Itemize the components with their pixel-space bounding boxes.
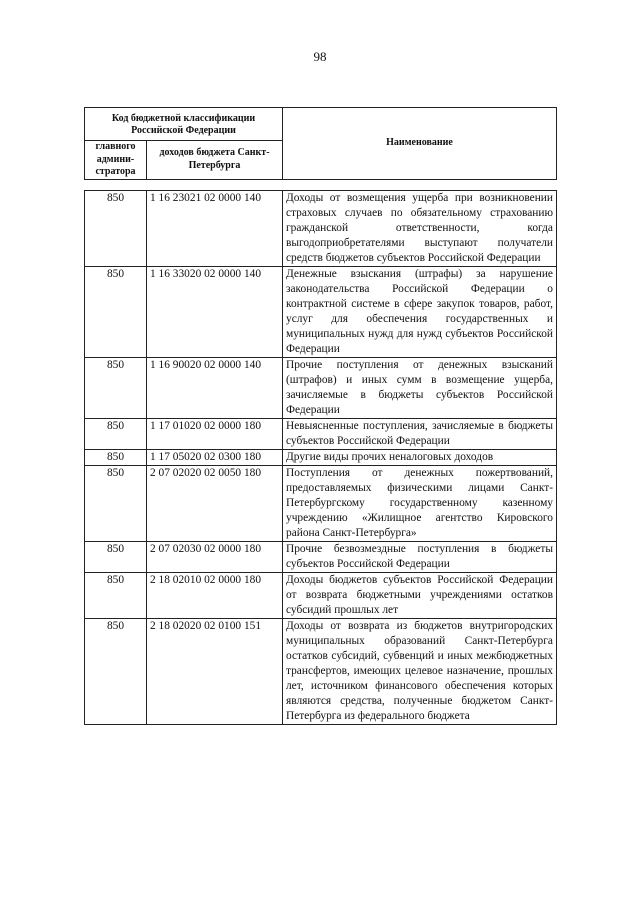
description-cell: Другие виды прочих неналоговых доходов xyxy=(283,450,557,466)
name-column-header: Наименование xyxy=(283,108,557,180)
admin-code-cell: 850 xyxy=(85,191,147,267)
revenue-code-cell: 1 17 01020 02 0000 180 xyxy=(147,419,283,450)
table-row xyxy=(85,573,557,619)
admin-code-cell: 850 xyxy=(85,450,147,466)
admin-column-header: главного админи-стратора xyxy=(85,141,147,180)
table-row xyxy=(85,419,557,450)
description-cell: Доходы от возврата из бюджетов внутригородских муниципальных образований Санкт-Петербурга остатков субсидий, субвенций и иных межбюджетных трансфертов, имеющих целевое назначение, прошлых лет, источником финансового обеспечения которых являются средства, полученные бюджетом Санкт-Петербурга из федерального бюджета xyxy=(283,619,557,725)
table-row xyxy=(85,466,557,542)
admin-code-cell: 850 xyxy=(85,619,147,725)
page-number: 98 xyxy=(313,49,327,64)
admin-code-cell: 850 xyxy=(85,466,147,542)
description-cell: Прочие поступления от денежных взысканий (штрафов) и иных сумм в возмещение ущерба, зачисляемые в бюджеты субъектов Российской Федерации xyxy=(283,358,557,419)
admin-code-cell: 850 xyxy=(85,573,147,619)
description-cell: Невыясненные поступления, зачисляемые в бюджеты субъектов Российской Федерации xyxy=(283,419,557,450)
description-cell: Поступления от денежных пожертвований, предоставляемых физическими лицами Санкт-Петербургскому государственному казенному учреждению «Жилищное агентство Кировского района Санкт-Петербурга» xyxy=(283,466,557,542)
table-row xyxy=(85,358,557,419)
description-cell: Доходы бюджетов субъектов Российской Федерации от возврата бюджетными учреждениями остатков субсидий прошлых лет xyxy=(283,573,557,619)
admin-code-cell: 850 xyxy=(85,419,147,450)
admin-code-cell: 850 xyxy=(85,267,147,358)
admin-code-cell: 850 xyxy=(85,358,147,419)
description-cell: Доходы от возмещения ущерба при возникновении страховых случаев по обязательному страхованию гражданской ответственности, когда выгодоприобретателями выступают получатели средств бюджетов субъектов Российской Федерации xyxy=(283,191,557,267)
revenue-code-cell: 2 07 02020 02 0050 180 xyxy=(147,466,283,542)
revenue-code-cell: 1 16 90020 02 0000 140 xyxy=(147,358,283,419)
revenue-code-cell: 1 16 33020 02 0000 140 xyxy=(147,267,283,358)
table-row xyxy=(85,542,557,573)
revenue-code-cell: 2 18 02010 02 0000 180 xyxy=(147,573,283,619)
classification-title: Код бюджетной классификации Российской Федерации xyxy=(85,108,283,141)
revenue-code-cell: 1 17 05020 02 0300 180 xyxy=(147,450,283,466)
table-row xyxy=(85,619,557,725)
revenue-codes-table xyxy=(84,190,557,725)
revenue-code-cell: 2 18 02020 02 0100 151 xyxy=(147,619,283,725)
description-cell: Денежные взыскания (штрафы) за нарушение законодательства Российской Федерации о контрактной системе в сфере закупок товаров, работ, услуг для обеспечения государственных и муниципальных нужд для нужд субъектов Российской Федерации xyxy=(283,267,557,358)
admin-code-cell: 850 xyxy=(85,542,147,573)
table-header xyxy=(84,107,557,180)
revenue-column-header: доходов бюджета Санкт-Петербурга xyxy=(147,141,283,180)
table-row xyxy=(85,267,557,358)
table-row xyxy=(85,450,557,466)
revenue-code-cell: 2 07 02030 02 0000 180 xyxy=(147,542,283,573)
description-cell: Прочие безвозмездные поступления в бюджеты субъектов Российской Федерации xyxy=(283,542,557,573)
revenue-code-cell: 1 16 23021 02 0000 140 xyxy=(147,191,283,267)
table-row xyxy=(85,191,557,267)
